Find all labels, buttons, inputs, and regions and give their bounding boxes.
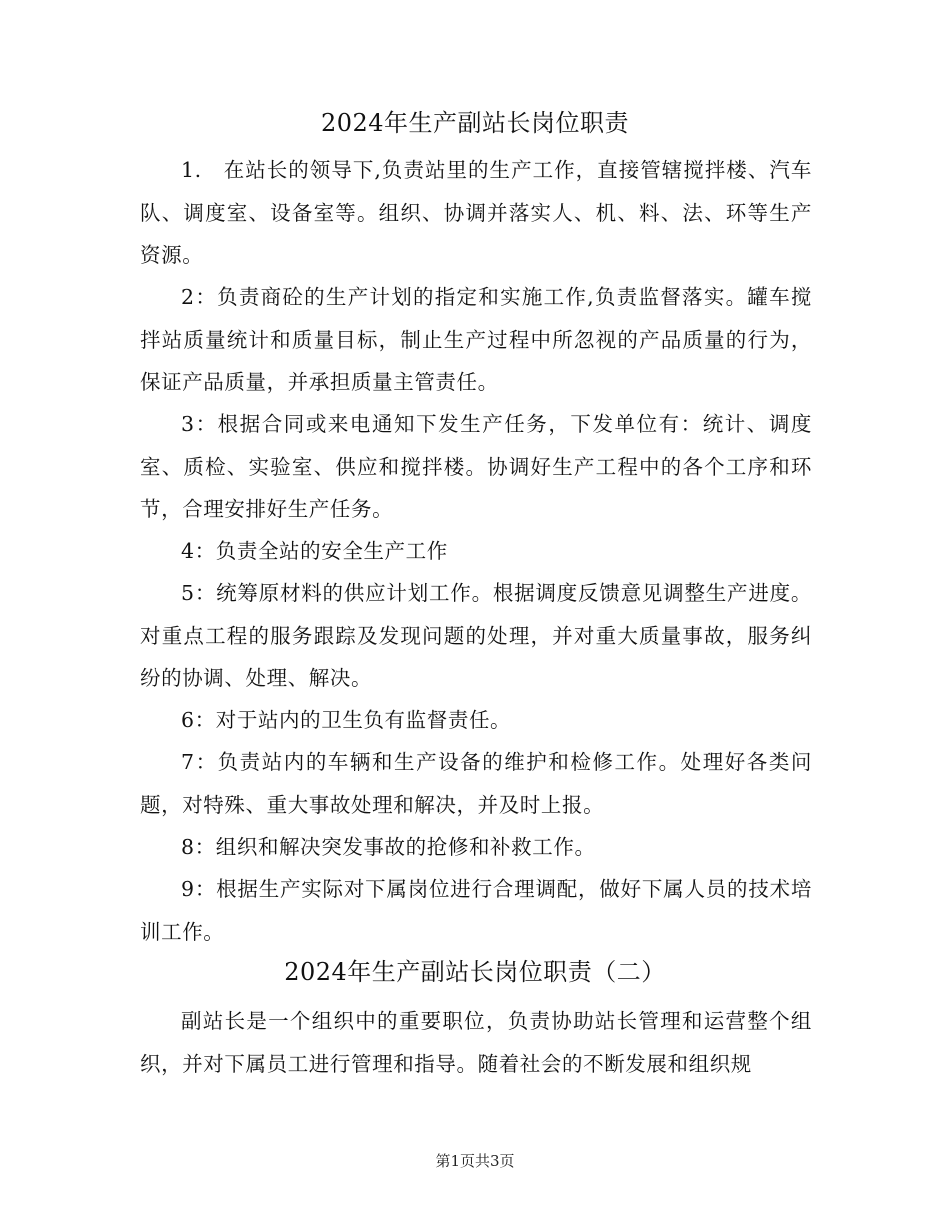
document-title: 2024年生产副站长岗位职责 [320, 109, 630, 137]
paragraph-2: 2：负责商砼的生产计划的指定和实施工作,负责监督落实。罐车搅拌站质量统计和质量目标，制止生产过程中所忽视的产品质量的行为，保证产品质量，并承担质量主管责任。 [140, 285, 812, 394]
page-number: 第1页共3页 [435, 1152, 515, 1170]
paragraph-1: 1. 在站长的领导下,负责站里的生产工作，直接管辖搅拌楼、汽车队、调度室、设备室等。组织、协调并落实人、机、料、法、环等生产资源。 [140, 158, 812, 267]
section-2-paragraph: 副站长是一个组织中的重要职位，负责协助站长管理和运营整个组织，并对下属员工进行管理和指导。随着社会的不断发展和组织规 [140, 1009, 812, 1076]
paragraph-6: 6：对于站内的卫生负有监督责任。 [181, 708, 512, 732]
paragraph-4: 4：负责全站的安全生产工作 [181, 539, 448, 563]
paragraph-5: 5：统筹原材料的供应计划工作。根据调度反馈意见调整生产进度。对重点工程的服务跟踪及发现问题的处理，并对重大质量事故，服务纠纷的协调、处理、解决。 [140, 581, 812, 690]
paragraph-3: 3：根据合同或来电通知下发生产任务，下发单位有：统计、调度室、质检、实验室、供应和搅拌楼。协调好生产工程中的各个工序和环节，合理安排好生产任务。 [140, 412, 812, 521]
section-2-title: 2024年生产副站长岗位职责（二） [284, 958, 666, 986]
paragraph-7: 7：负责站内的车辆和生产设备的维护和检修工作。处理好各类问题，对特殊、重大事故处理和解决，并及时上报。 [140, 750, 812, 817]
paragraph-8: 8：组织和解决突发事故的抢修和补救工作。 [181, 835, 596, 859]
paragraph-9: 9：根据生产实际对下属岗位进行合理调配，做好下属人员的技术培训工作。 [140, 877, 812, 944]
